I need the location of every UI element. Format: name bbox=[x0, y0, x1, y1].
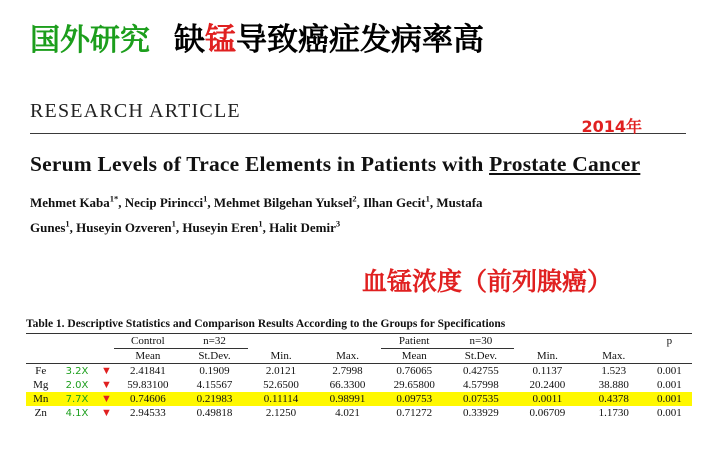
down-arrow-icon: ▼ bbox=[101, 365, 112, 377]
author-affil-marker: 1 bbox=[425, 194, 430, 204]
row-factor: 7.7X bbox=[55, 392, 98, 406]
group-header-control-label: Control bbox=[114, 334, 181, 349]
row-value: 29.65800 bbox=[393, 379, 435, 391]
group-header-gap-2 bbox=[314, 334, 381, 349]
col-header-patient-max: Max. bbox=[581, 349, 647, 364]
row-p-value: 0.001 bbox=[657, 379, 682, 391]
row-value: 0.98991 bbox=[314, 392, 381, 406]
headline-main-suffix: 导致癌症发病率高 bbox=[236, 22, 484, 58]
row-value: 0.71272 bbox=[396, 407, 433, 419]
headline-banner bbox=[30, 14, 484, 59]
author-affil-marker: 2 bbox=[352, 194, 357, 204]
row-value: 52.6500 bbox=[263, 379, 299, 391]
row-value: 0.49818 bbox=[196, 407, 233, 419]
table-group-header-row bbox=[26, 334, 692, 349]
headline-main-prefix: 缺 bbox=[174, 22, 205, 58]
row-value: 2.1250 bbox=[265, 407, 297, 419]
statistics-table-section bbox=[26, 318, 694, 420]
row-value: 0.21983 bbox=[181, 392, 248, 406]
row-element: Mg bbox=[33, 379, 49, 391]
row-value: 0.1137 bbox=[532, 365, 563, 377]
col-header-patient-mean: Mean bbox=[381, 349, 448, 364]
table-row bbox=[26, 406, 692, 420]
group-header-spacer bbox=[26, 334, 55, 349]
row-value: 2.94533 bbox=[129, 407, 166, 419]
author-name: , Huseyin Ozveren bbox=[69, 219, 172, 235]
year-stamp-annotation: 2014年 bbox=[581, 117, 642, 136]
paper-title bbox=[30, 152, 690, 177]
row-value: 2.7998 bbox=[332, 365, 363, 377]
col-header-control-stdev: St.Dev. bbox=[181, 349, 248, 364]
col-header-patient-stdev: St.Dev. bbox=[448, 349, 515, 364]
row-value: 4.15567 bbox=[196, 379, 233, 391]
headline-main bbox=[174, 14, 484, 59]
group-header-gap-1 bbox=[248, 334, 315, 349]
col-header-arrow bbox=[99, 349, 115, 364]
group-header-spacer-arrow bbox=[99, 334, 115, 349]
row-value: 38.880 bbox=[598, 379, 629, 391]
row-value: 0.4378 bbox=[581, 392, 647, 406]
row-element: Fe bbox=[35, 365, 47, 377]
row-value: 0.33929 bbox=[462, 407, 499, 419]
author-affil-marker: 1 bbox=[171, 218, 176, 229]
row-p-value: 0.001 bbox=[657, 365, 682, 377]
row-value: 59.83100 bbox=[127, 379, 169, 391]
row-factor: 2.0X bbox=[65, 379, 89, 391]
col-header-factor bbox=[55, 349, 98, 364]
author-name: , Mustafa bbox=[429, 195, 483, 211]
group-header-patient-n: n=30 bbox=[448, 334, 515, 349]
group-header-p: p bbox=[647, 334, 692, 349]
down-arrow-icon: ▼ bbox=[101, 407, 112, 419]
author-line-2 bbox=[30, 220, 340, 235]
table-row bbox=[26, 364, 692, 379]
author-name: , Ilhan Gecit bbox=[356, 195, 426, 211]
col-header-element bbox=[26, 349, 55, 364]
col-header-control-min: Min. bbox=[248, 349, 315, 364]
row-value: 0.1909 bbox=[199, 365, 230, 377]
author-affil-marker: 1 bbox=[65, 218, 70, 229]
author-name: , Huseyin Eren bbox=[175, 219, 259, 235]
row-value: 20.2400 bbox=[529, 379, 566, 391]
row-value: 1.1730 bbox=[598, 407, 629, 419]
down-arrow-icon: ▼ bbox=[101, 379, 112, 391]
author-affil-marker: 1 bbox=[258, 218, 263, 229]
row-value: 0.11114 bbox=[248, 392, 315, 406]
table-row bbox=[26, 378, 692, 392]
group-header-gap-4 bbox=[581, 334, 647, 349]
group-header-control-n: n=32 bbox=[181, 334, 248, 349]
row-value: 4.021 bbox=[335, 407, 360, 419]
col-header-patient-min: Min. bbox=[514, 349, 581, 364]
group-header-patient-label: Patient bbox=[381, 334, 448, 349]
author-affil-marker: 1* bbox=[109, 194, 119, 204]
col-header-p-spacer bbox=[647, 349, 692, 364]
research-article-kicker: RESEARCH ARTICLE bbox=[30, 100, 241, 122]
author-name: , Necip Pirincci bbox=[118, 195, 204, 211]
paper-title-underlined: Prostate Cancer bbox=[489, 152, 641, 176]
row-factor: 3.2X bbox=[65, 365, 89, 377]
col-header-control-mean: Mean bbox=[114, 349, 181, 364]
row-p-value: 0.001 bbox=[657, 407, 682, 419]
author-affil-marker: 3 bbox=[335, 218, 341, 229]
table-row-highlighted bbox=[26, 392, 692, 406]
row-value: 0.76065 bbox=[396, 365, 433, 377]
row-element: Zn bbox=[34, 407, 47, 419]
author-line-1 bbox=[30, 195, 483, 210]
row-value: 0.74606 bbox=[114, 392, 181, 406]
row-value: 2.0121 bbox=[265, 365, 297, 377]
author-affil-marker: 1 bbox=[203, 194, 208, 204]
table-column-header-row bbox=[26, 349, 692, 364]
col-header-control-max: Max. bbox=[314, 349, 381, 364]
row-value: 1.523 bbox=[601, 365, 627, 377]
red-annotation-text: 血锰浓度（前列腺癌） bbox=[362, 267, 613, 296]
author-name: , Halit Demir bbox=[262, 219, 336, 235]
row-value: 0.09753 bbox=[381, 392, 448, 406]
down-arrow-icon: ▼ bbox=[99, 392, 115, 406]
author-name: Gunes bbox=[30, 219, 66, 235]
group-header-gap-3 bbox=[514, 334, 581, 349]
row-element: Mn bbox=[26, 392, 55, 406]
row-value: 4.57998 bbox=[462, 379, 499, 391]
paper-authors bbox=[30, 189, 590, 238]
row-p-value: 0.001 bbox=[647, 392, 692, 406]
table-caption: Table 1. Descriptive Statistics and Comparison Results According to the Groups for Specifications bbox=[26, 318, 506, 330]
row-value: 0.42755 bbox=[462, 365, 499, 377]
row-value: 0.07535 bbox=[448, 392, 515, 406]
row-value: 0.06709 bbox=[529, 407, 566, 419]
row-factor: 4.1X bbox=[65, 407, 89, 419]
row-value: 0.0011 bbox=[514, 392, 581, 406]
paper-title-plain: Serum Levels of Trace Elements in Patients with bbox=[30, 152, 490, 176]
group-header-spacer-factor bbox=[55, 334, 98, 349]
headline-tag: 国外研究 bbox=[30, 23, 150, 58]
statistics-table bbox=[26, 333, 692, 420]
row-value: 66.3300 bbox=[329, 379, 366, 391]
row-value: 2.41841 bbox=[129, 365, 166, 377]
headline-main-highlight: 锰 bbox=[205, 22, 236, 58]
author-name: , Mehmet Bilgehan Yuksel bbox=[207, 195, 353, 211]
author-name: Mehmet Kaba bbox=[30, 195, 110, 211]
paper-header-block bbox=[30, 100, 690, 238]
